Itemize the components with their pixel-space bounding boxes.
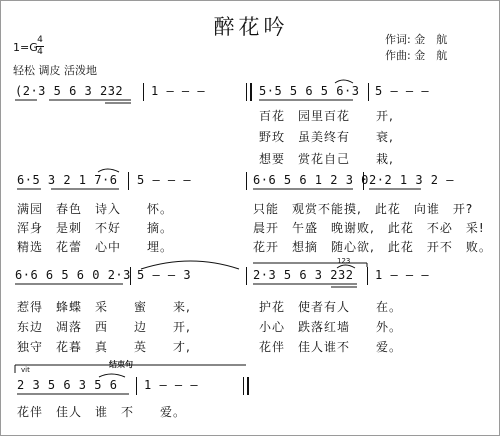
slur (99, 374, 125, 377)
volta-bracket (15, 365, 246, 373)
measure-notes: 1 — — — (375, 268, 430, 282)
lyric-line: 花伴 佳人 谁 不 爱。 (17, 405, 187, 419)
lyric-line: 东边 凋落 西 边 开, (17, 320, 191, 334)
volta-bracket (253, 263, 367, 267)
time-signature-top: 4 (37, 35, 43, 45)
measure-notes: 6·6 6 5 6 0 2·3 (15, 268, 131, 282)
lyric-line: 浑身 是刺 不好 摘。 (17, 221, 174, 235)
composer-name: 金 航 (414, 49, 448, 62)
slur (337, 265, 355, 268)
key-signature: 1=G (13, 41, 38, 54)
slur (335, 80, 353, 83)
expression-marking: vit (21, 366, 30, 374)
song-title: 醉花吟 (213, 15, 289, 39)
lyric-line: 只能 观赏不能摸, 此花 向谁 开? (253, 202, 474, 216)
lyric-line: 百花 园里百花 开, (259, 109, 394, 123)
measure-notes: 5 — — 3 (137, 268, 192, 282)
lyric-line: 想要 赏花自己 栽, (259, 152, 394, 166)
lyric-line: 小心 跌落红墙 外。 (259, 320, 403, 334)
measure-notes: 6·6 5 6 1 2 3 0 (253, 173, 369, 187)
measure-notes: 2·3 5 6 3 232 (253, 268, 354, 282)
slur (141, 261, 239, 269)
measure-notes: 6·5 3 2 1 7·6 (17, 173, 118, 187)
lyric-line: 独守 花暮 真 英 才, (17, 340, 191, 354)
lyricist-label: 作词: (385, 33, 411, 46)
measure-notes: 5·5 5 6 5 6·3 (259, 84, 360, 98)
lyric-line: 花开 想摘 随心欲, 此花 开不 败。 (253, 240, 492, 254)
slur (98, 169, 119, 172)
volta-label: 123 (337, 257, 351, 265)
measure-notes: 5 — — — (375, 84, 430, 98)
measure-notes: 1 — — — (144, 378, 199, 392)
measure-notes: 2 3 5 6 3 5 6 (17, 378, 118, 392)
lyric-line: 野玫 虽美终有 衰, (259, 130, 394, 144)
score-marks (1, 1, 500, 436)
measure-notes: (2·3 5 6 3 232 (15, 84, 124, 98)
lyric-line: 护花 使者有人 在。 (259, 300, 403, 314)
lyric-line: 晨开 午盛 晚谢败, 此花 不必 采! (253, 221, 485, 235)
lyric-line: 精选 花蕾 心中 埋。 (17, 240, 174, 254)
lyric-line: 花伴 佳人谁不 爱。 (259, 340, 403, 354)
time-signature-bottom: 4 (37, 47, 43, 57)
tempo-marking: 轻松 调皮 活泼地 (13, 64, 97, 77)
lyric-line: 惹得 蜂蝶 采 蜜 来, (17, 300, 191, 314)
measure-notes: 2·2 1 3 2 — (369, 173, 454, 187)
lyric-line: 满园 春色 诗入 怀。 (17, 202, 174, 216)
ending-label: 结束句 (109, 360, 133, 369)
lyricist-name: 金 航 (414, 33, 448, 46)
composer-label: 作曲: (385, 49, 411, 62)
rhythm-underlines (15, 100, 421, 394)
measure-notes: 5 — — — (137, 173, 192, 187)
measure-notes: 1 — — — (151, 84, 206, 98)
